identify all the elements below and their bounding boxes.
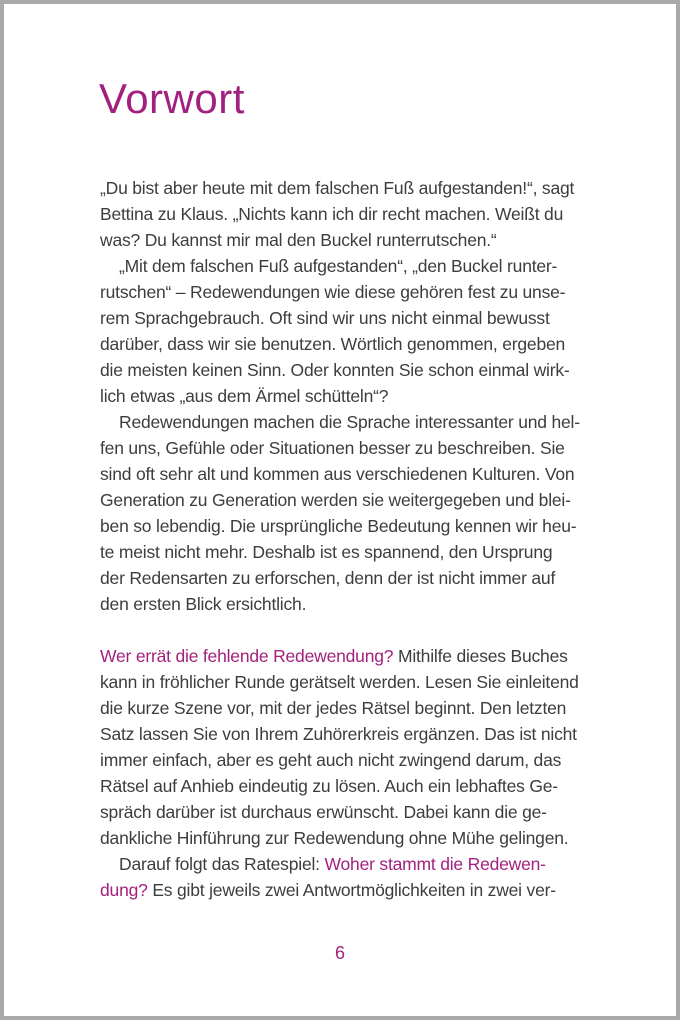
text-line — [100, 357, 620, 383]
accent-text: dung? — [100, 880, 148, 900]
accent-text: Wer errät die fehlende Redewendung? — [100, 646, 394, 666]
text-line — [100, 435, 620, 461]
accent-text: Woher stammt die Redewen- — [324, 854, 546, 874]
body-text: Bettina zu Klaus. „Nichts kann ich dir recht machen. Weißt du — [100, 204, 564, 224]
text-line — [100, 461, 620, 487]
body-text: ben so lebendig. Die ursprüngliche Bedeutung kennen wir heu- — [100, 516, 577, 536]
text-body — [100, 175, 620, 903]
body-text: Rätsel auf Anhieb eindeutig zu lösen. Auch ein lebhaftes Ge- — [100, 776, 558, 796]
body-text: dankliche Hinführung zur Redewendung ohne Mühe gelingen. — [100, 828, 569, 848]
text-line — [100, 539, 620, 565]
text-line — [100, 721, 620, 747]
body-text: die kurze Szene vor, mit der jedes Rätsel beginnt. Den letzten — [100, 698, 567, 718]
page-title: Vorwort — [99, 75, 245, 122]
text-line — [100, 747, 620, 773]
text-line — [100, 695, 620, 721]
text-line — [100, 175, 620, 201]
body-text: Redewendungen machen die Sprache interessanter und hel- — [119, 412, 580, 432]
text-line — [100, 279, 620, 305]
body-text: fen uns, Gefühle oder Situationen besser zu beschreiben. Sie — [100, 438, 565, 458]
text-line — [100, 305, 620, 331]
body-text: die meisten keinen Sinn. Oder konnten Sie schon einmal wirk- — [100, 360, 570, 380]
body-text: sind oft sehr alt und kommen aus verschiedenen Kulturen. Von — [100, 464, 575, 484]
body-text: „Du bist aber heute mit dem falschen Fuß aufgestanden!“, sagt — [100, 178, 575, 198]
body-text: Es gibt jeweils zwei Antwortmöglichkeiten in zwei ver- — [147, 880, 556, 900]
body-text: rutschen“ – Redewendungen wie diese gehören fest zu unse- — [100, 282, 566, 302]
text-line — [100, 773, 620, 799]
text-line — [100, 487, 620, 513]
body-text: den ersten Blick ersichtlich. — [100, 594, 307, 614]
body-text: kann in fröhlicher Runde gerätselt werden. Lesen Sie einleitend — [100, 672, 579, 692]
paragraph-game-explanation-block — [100, 643, 620, 903]
body-text: Darauf folgt das Ratespiel: — [119, 854, 325, 874]
body-text: immer einfach, aber es geht auch nicht zwingend darum, das — [100, 750, 562, 770]
body-text: Mithilfe dieses Buches — [393, 646, 568, 666]
body-text: was? Du kannst mir mal den Buckel runterrutschen.“ — [100, 230, 497, 250]
text-line — [100, 799, 620, 825]
text-line — [100, 851, 620, 877]
body-text: „Mit dem falschen Fuß aufgestanden“, „den Buckel runter- — [119, 256, 558, 276]
body-text: spräch darüber ist durchaus erwünscht. Dabei kann die ge- — [100, 802, 547, 822]
text-line — [100, 253, 620, 279]
text-line — [100, 201, 620, 227]
body-text: darüber, dass wir sie benutzen. Wörtlich genommen, ergeben — [100, 334, 566, 354]
text-line — [100, 513, 620, 539]
text-line — [100, 643, 620, 669]
text-line — [100, 227, 620, 253]
body-text: te meist nicht mehr. Deshalb ist es spannend, den Ursprung — [100, 542, 553, 562]
text-line — [100, 877, 620, 903]
body-text: Satz lassen Sie von Ihrem Zuhörerkreis ergänzen. Das ist nicht — [100, 724, 577, 744]
body-text: rem Sprachgebrauch. Oft sind wir uns nicht einmal bewusst — [100, 308, 550, 328]
paragraph-intro-block — [100, 175, 620, 617]
text-line — [100, 409, 620, 435]
body-text: der Redensarten zu erforschen, denn der ist nicht immer auf — [100, 568, 556, 588]
text-line — [100, 565, 620, 591]
text-line — [100, 331, 620, 357]
text-line — [100, 591, 620, 617]
body-text: Generation zu Generation werden sie weitergegeben und blei- — [100, 490, 571, 510]
text-line — [100, 825, 620, 851]
page-number: 6 — [334, 943, 345, 963]
text-line — [100, 383, 620, 409]
body-text: lich etwas „aus dem Ärmel schütteln“? — [100, 386, 389, 406]
text-line — [100, 669, 620, 695]
